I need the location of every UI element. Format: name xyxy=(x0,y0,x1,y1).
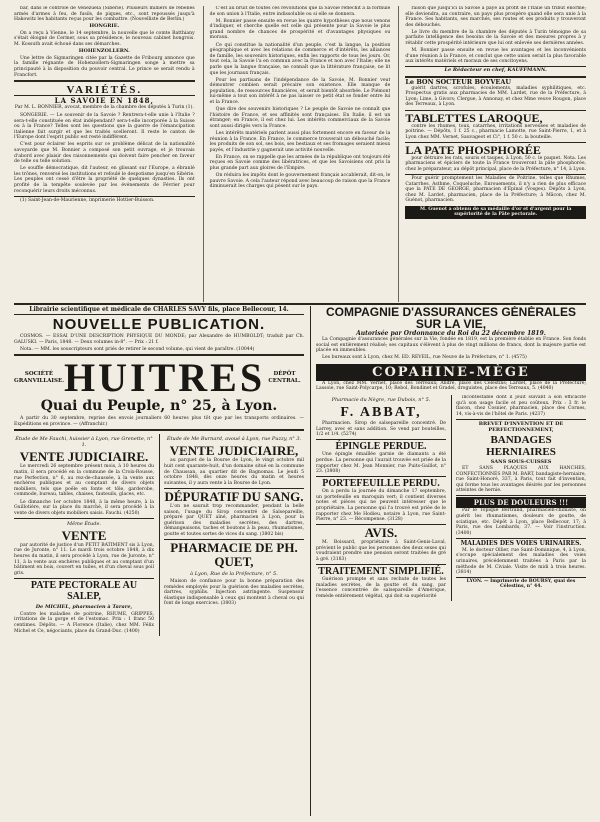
epingle-title: ÉPINGLE PERDUE. xyxy=(335,441,427,453)
societe-label: SOCIÉTÉ GRANVILLAISE. xyxy=(14,371,65,385)
divider xyxy=(14,518,154,519)
quai-sub xyxy=(14,416,304,427)
article-paragraph: M. Bonnier passe ensuite en revue les quatre hypothèses que nous venons d'indiquer, et cherche quelle est celle qui présente pour la Savoie le plus grand nombre de chances de prospérité et d'avantages physiques ou moraux. xyxy=(209,18,391,41)
bandages-sub: SANS SOUS-CUISSES xyxy=(490,458,552,465)
article-paragraph: C'est au bruit de toutes ces révolutions que la Savoie réfléchit à la formule de son union à l'Italie, entre indissoluble ou si elle se donnera. xyxy=(209,6,391,17)
ad-pate-title: LA PATE PHOSPHORÉE xyxy=(405,142,541,157)
portefeuille-text xyxy=(316,489,446,523)
traitement-paragraph: Guérison prompte et sans rechute de toutes les maladies secrètes, de la goutte et du sang, par l'essence concentrée de salsepareille d'Amérique, remède entièrement végétal, qui doit sa supériorité xyxy=(316,577,446,599)
abbat-text xyxy=(316,421,446,438)
assurances-paragraph: La Compagnie d'assurances générales sur la Vie, fondée en 1819, est la première établie en France. Son fonds social est entièrement réalisé; ses capitaux s'élèvent à plus de vingt millions de francs, dont la majeure partie est placée en immeubles. xyxy=(316,337,586,354)
savoie-paragraph: Le souffle démocratique, dit l'auteur, en glissant sur l'Europe, a ébranlé les trônes, renversé les institutions et refoulé le despotisme jusqu'en Sibérie. Les peuples ont cessé d'être la propriété de quelques dynasties. Ils ont profité de la tempête soulevée par les événements de Février pour reconquérir leurs droits méconnus. xyxy=(14,166,195,194)
pate-salep-sub: De MICHEL, pharmacien à Tarare, xyxy=(35,603,133,610)
editor-signature: Le Rédacteur en chef, KAUFFMANN. xyxy=(444,67,547,74)
divider xyxy=(405,174,586,175)
ad-bon-text: guérit dartres, scrofules, écoulements, maladies syphilitiques, etc. Prospectus gratis aux pharmacies de MM. Lardet, rue de la Préfecture, à Lyon; Lime, à Givors; Clergue, à Annonay, et chez Mme veuve Rougon, place des Terreaux, à Lyon. xyxy=(405,85,587,108)
bandages-title: BANDAGES HERNIAIRES xyxy=(486,433,556,458)
column-1 xyxy=(14,6,195,302)
urinaires-paragraph: M. le docteur Ollier, rue Saint-Dominique, 4, à Lyon, s'occupe spécialement des maladies des voies urinaires, précédemment traitées à Paris par la méthode de M. Civiale. Visite de midi à trois heures. (3814) xyxy=(456,547,586,576)
savoie-paragraph: C'est pour éclairer les esprits sur ce problème délicat de la nationalité savoyarde que M. Bonnier a composé son petit ouvrage, et je trouvais d'abord avec plaisir des raisonnements qui doivent faire pencher en faveur de telle ou telle solution. xyxy=(14,142,195,165)
nouvelle-publication: NOUVELLE PUBLICATION. xyxy=(52,316,266,333)
section-hongrie: HONGRIE. xyxy=(89,23,120,30)
ads-col-b xyxy=(159,434,304,635)
article-paragraph: M. Bonnier passe ensuite en revue les avantages et les inconvénients d'une réunion à la France, et conclut que cette union serait la plus favorable aux intérêts matériels et moraux de ses concitoyens. xyxy=(405,48,587,65)
hohenzollern-paragraph: Une lettre de Sigmaringen citée par la Gazette de Fribourg annonce que la famille régnante de Hohenzollern-Sigmaringen songe à mettre sa principauté à la disposition du pouvoir central. Le prince se serait rendu à Francfort. xyxy=(14,55,195,78)
savoie-byline: Par M. L. BONNIER, avocat, membre de la chambre des députés à Turin (1). xyxy=(14,105,194,111)
vente-title: VENTE xyxy=(61,527,107,543)
avis-paragraph: M. Boissard, propriétaire à Saint-Genis-Laval, prévient le public que les personnes des deux sexes qui voudraient prendre une pension seront traitées de gré à gré. (3183) xyxy=(316,540,446,563)
divider xyxy=(14,80,195,82)
column-2 xyxy=(203,6,391,302)
pate-salep-paragraph: Contre les maladies de poitrine, RHUME, GRIPPES, irritations de la gorge et de l'estomac. Prix : 1 franc 50 centimes. Dépôts. — A Florence (Italie), chez MM. Félix Michel et Ce, négociants, place du Grand-Duc. (1400) xyxy=(14,611,154,634)
ad-pate-text: Pour guérir promptement les Maladies de Poitrine, telles que Rhumes, Catarrhes, Asthme, Coqueluche, Enrouements, il n'y a rien de plus efficace que la PATE DE GEORGE, pharmacien d'Épinal (Vosges). Dépôts à Lyon, chez M. Lardet, pharmacien, place de la Préfecture; à Mâcon, chez M. Guénot, pharmacien. xyxy=(405,176,587,204)
intro-paragraph: bar, dans le contrôle de Venezuela (Sibérie). Plusieurs milliers de rebelles armés d'armes à feu, de fusils, de piques, etc., sont repoussés jusqu'à Hakowitz les habitants reçus pour les combattre. (Nouvelliste de Berlin.) xyxy=(14,6,195,23)
assurances-title: COMPAGNIE D'ASSURANCES GÉNÉRALES SUR LA VIE, xyxy=(326,306,576,331)
savoie-paragraph: SONGERIE. — Le souvenir de la Savoie ? Rentrera-t-elle unie à l'Italie ? sera-t-elle constituée en état indépendant? sera-t-elle incorporée à la Suisse ou à la France? Telles sont les questions que la guerre de l'émancipation italienne fait surgir et que les traités scelleront. Il reste le canton de l'Europe dont l'esprit public est resté indifférent. xyxy=(14,112,195,141)
divider xyxy=(14,314,304,315)
avis-title: AVIS. xyxy=(364,525,398,541)
divider xyxy=(316,564,446,565)
portefeuille-paragraph: On a perdu la journée du dimanche 17 septembre, un portefeuille en maroquin vert; il contient diverses notes et pièces qui ne peuvent intéresser que le propriétaire. La personne qui l'a trouvé est priée de le rapporter chez Me Hodieu, notaire à Lyon, rue Saint-Pierre, n° 23. — Récompense. (3128) xyxy=(316,489,446,523)
divider xyxy=(14,578,154,579)
assurances-paragraph: Les bureaux sont à Lyon, chez M. ED. REVEIL, rue Neuve de la Préfecture, n° 1. (4575) xyxy=(322,355,527,361)
ad-pate-note: M. Guenot a obtenu de sa médaille d'or et d'argent pour la supériorité de la Pâte pectorale. xyxy=(405,206,586,219)
footnote: (1) Saint-Jean-de-Maurienne, imprimerie Hottier-Buisson. xyxy=(20,197,155,203)
ads-right xyxy=(310,306,586,816)
divider xyxy=(14,196,195,197)
article-paragraph: raison que jusqu'ici la Savoie a payé au profit de l'Italie un tribut énorme; elle deviendra, au contraire, un pays plus prospère quand elle sera unie à la France. Ses habitants, ses marchés, ses routes et ses produits y trouveront des débouchés. xyxy=(405,6,587,28)
vente-judiciaire-text xyxy=(14,464,154,516)
huitres-title: HUITRES xyxy=(64,355,266,401)
incontestable-paragraph: incontestable dont il jouit suivant à son efficacité qu'à son usage facile et peu coûteux. Prix : 3 fr. le flacon, chez Cosnier, pharmacien, place des Cornes, 14, vis-à-vis de l'hôtel de Paris. (4237) xyxy=(456,395,586,417)
article-paragraph: Les intérêts matériels parlent aussi plus fortement encore en faveur de la réunion à la France. En France, le commerce trouverait un débouché facile; les produits de son sol, ses bois, ses bestiaux et ses fromages seraient mieux payés, et l'industrie y gagnerait une activité nouvelle. xyxy=(209,130,391,153)
vente-judiciaire-title: VENTE JUDICIAIRE, xyxy=(169,443,299,459)
pate-salep-title: PATE PECTORALE AU SALEP, xyxy=(30,579,138,602)
etude-burnard: Étude de Me Burnard, avoué à Lyon, rue Puzzy, n° 3. xyxy=(166,436,302,443)
bandages-paragraph: ET SANS PLAQUES AUX HANCHES, CONFECTIONNÉS PAR M. BART, bandagiste-herniaire, rue Saint-Honoré, 337, à Paris, tout fait d'invention, qui forme tous les avantages désirés par les personnes atteintes de hernie. xyxy=(456,465,586,494)
column-3 xyxy=(398,6,586,302)
divider xyxy=(456,495,586,496)
ads-col-c xyxy=(316,395,446,601)
divider xyxy=(316,476,446,477)
ads-two-col xyxy=(316,395,586,601)
cosmos-nota: Nota. — MM. les souscripteurs sont priés de retirer le second volume, qui vient de paraître. (10044) xyxy=(20,346,255,352)
pharmacie-quet-text xyxy=(164,579,304,607)
ad-tablettes-title: TABLETTES LAROQUE, xyxy=(405,110,543,125)
ad-tablettes-text: contre les rhumes, toux, catarrhes, irritations nerveuses et maladies de poitrine. — Dépôts, 1 f. 25 c., pharmacie Lamotte, rue Saint-Pierre, 1, et à Lyon chez MM. Vernet, Sauvageot et Ci°, 1 f. 50 c. la bouteille. xyxy=(405,123,587,140)
portefeuille-title: PORTEFEUILLE PERDU. xyxy=(322,478,440,490)
brevet-line: BREVET D'INVENTION ET DE PERFECTIONNEMENT, xyxy=(478,420,564,433)
depuratif-text xyxy=(164,504,304,538)
quai-sub-text: A partir du 30 septembre, reprise des envois journaliers 60 heures plus tôt que par les transports ordinaires. — Expéditions en province. — (Affranchir.) xyxy=(14,416,304,427)
vente-paragraph: Le mercredi 26 septembre présent mois, à 10 heures du matin, il sera procédé en la commune de la Croix-Rousse, rue Perfection, n° 6, au rez-de-chaussée, à la vente aux enchères publiques et au comptant de divers objets mobiliers, tels que poêle en fonte et tôle, garderobe, commode, bureau, tables, chaises, fauteuils, glaces, etc. xyxy=(14,464,154,498)
article-paragraph: En France, on se rappelle que les armées de la république ont toujours été reçues en Savoie comme des libératrices, et que les Savoisiens ont pris la plus grande part aux gloires de l'Empire. xyxy=(209,154,391,172)
ads-col-a xyxy=(14,434,154,635)
pharmacie-quet-title: PHARMACIE DE PH. QUET, xyxy=(170,540,298,569)
advertisements xyxy=(14,306,586,816)
vente-paragraph: par autorité de justice d'un PETIT BATIMENT sis à Lyon, rue de Juronte, n° 11. Le mardi trois octobre 1848, à dix heures du matin, il sera procédé à Lyon, rue de Juronte, n° 11, à la vente aux enchères publiques et au comptant d'un bâtiment en bois, couvert en tuiles, et d'un cheval sous poil gris. xyxy=(14,542,154,576)
vente-judiciaire-text xyxy=(164,458,304,486)
cosmos-text xyxy=(14,334,304,352)
ads-col-d xyxy=(451,395,586,601)
hongrie-paragraph: On a reçu à Vienne, le 14 septembre, la nouvelle que le comte Batthiany s'était éloigné de Cermer, sous sa présidence, le nouveau cabinet hongrois. M. Kossuth avait échoué dans ses démarches. xyxy=(14,30,195,48)
assurances-text xyxy=(316,337,586,361)
traitement-text xyxy=(316,577,446,599)
copahine-paragraph: A Lyon, chez MM. Vernet, place des Terreaux; André, place des Célestins; Lardet, place de la Préfecture; Lassoie, rue Saint-Polycarpe, 10; Rebol, Bondinet et Gradel, droguistes, place des Terreaux, 5. (4040) xyxy=(316,380,586,392)
divider xyxy=(456,538,586,539)
article-paragraph: On réduira les impôts dont le gouvernement français accablerait, dit-on, le pauvre Savoie. A cela l'auteur répond avec beaucoup de raison que la France diminuerait les charges qui pèsent sur le pays. xyxy=(209,173,391,190)
ads-two-col xyxy=(14,434,304,635)
abbat-sup: Pharmacie du Nègre, rue Dubois, n° 5. xyxy=(331,397,431,404)
depuratif-paragraph: L'on ne saurait trop recommander, pendant la belle saison, l'usage du Sirop concentré de Salsepareille, préparé par QUET aîné, pharmacien à Lyon, pour la guérison des maladies secrètes, des dartres, démangeaisons, taches et boutons à la peau, rhumatismes, goutte et toutes sortes de vices du sang. (3802 bis) xyxy=(164,503,304,537)
article-paragraph: Le livre du membre de la chambre des députés à Turin témoigne de sa parfaite intelligence des besoins de la Savoie et des mesures propres à y rétablir cette prospérité intérieure que lui ont enlevée ses dernières années. xyxy=(405,29,587,47)
vente-paragraph: au parquet de la Bourse de Lyon, le vingt octobre mil huit cent quarante-huit, d'un domaine situé en la commune de Chaussan, au quartier dit de Bagnomas. Le jeudi 5 octobre 1848, dès onze heures du matin et heures suivantes, il y aura vente à la Bourse de Lyon. xyxy=(164,458,304,486)
bandages-text xyxy=(456,466,586,494)
traitement-title: TRAITEMENT SIMPLIFIÉ. xyxy=(318,566,444,578)
imprimerie-line: LYON. — Imprimerie de BOURSY, quai des Célestins, n° 44. xyxy=(466,579,576,590)
vente-text xyxy=(14,543,154,577)
meme-etude: Même Étude. xyxy=(67,520,101,527)
epingle-text xyxy=(316,452,446,474)
pharmacie-quet-sub: à Lyon, Rue de la Préfecture, n° 5. xyxy=(190,571,278,577)
urinaires-title: MALADIES DES VOIES URINAIRES. xyxy=(460,539,582,547)
copahine-title: COPAHINE-MÈGE xyxy=(316,364,586,381)
plus-douleurs-title: PLUS DE DOULEURS !!! xyxy=(456,497,586,508)
librairie-line: Librairie scientifique et médicale de CHARLES SAVY fils, place Bellecour, 14. xyxy=(29,306,289,313)
etude-fauchi: Étude de Me Fauchi, huissier à Lyon, rue Grenette, n° 1. xyxy=(15,436,153,449)
news-columns xyxy=(14,6,586,302)
abbat-paragraph: Pharmacien. Sirop de salsepareille concentré. De Larrey, avec et sans addition. Se vend par bouteilles, 1/2 et 1/4. (5274) xyxy=(316,421,446,438)
vente-judiciaire-title: VENTE JUDICIAIRE. xyxy=(19,449,149,465)
vente-paragraph: Le dimanche 1er octobre 1848, à la même heure, à la Guillotière, sur la place du marché, il sera procédé à la vente de divers objets mobiliers saisis. Fauchi. (4250) xyxy=(14,499,154,516)
incontestable-text xyxy=(456,395,586,417)
assurances-sub: Autorisée par Ordonnance du Roi du 22 décembre 1819. xyxy=(356,330,546,337)
article-paragraph: Ce qui constitue la nationalité d'un peuple, c'est la langue, la position géographique et avec les relations de commerce et d'intérêts, les alliances de famille, les souvenirs historiques, enfin les rapports de tous les jours. Or, tout cela, la Savoie l'a en commun avec la France et non avec l'Italie; elle ne parle que la langue française, ne connaît que la littérature française, ne lit que les journaux français. xyxy=(209,42,391,76)
plus-douleurs-paragraph: Par le Topique Bertrand, pharmacien-chimiste, on guérit les rhumatismes, douleurs de goutte, de sciatique, etc. Dépôt à Lyon, place Bellecour, 17; à Paris, rue des Lombards, 37. — Voir l'instruction. (3400) xyxy=(456,508,586,536)
quai-address: Quai du Peuple, n° 25, à Lyon. xyxy=(40,398,278,415)
divider xyxy=(456,419,586,420)
divider xyxy=(14,429,304,431)
huitres-ad xyxy=(14,355,304,401)
pharmacie-paragraph: Maison de confiance pour la bonne préparation des remèdes employés pour la guérison des maladies secrètes, dartres, syphilis. Injection astringente. Suspensoir élastique indispensable à ceux qui montent à cheval ou qui font de longs exercices. (3803) xyxy=(164,579,304,607)
abbat-title: F. ABBAT, xyxy=(340,405,422,421)
urinaires-text xyxy=(456,548,586,576)
section-divider xyxy=(14,303,586,305)
varietes-heading: VARIÉTÉS. xyxy=(66,84,143,97)
ads-left xyxy=(14,306,304,816)
article-paragraph: Que dire des souvenirs historiques ? Le peuple de Savoie ne connaît que l'histoire de France, et ses affinités sont françaises. En Italie, il est un étranger; en France, il est chez lui. Les intérêts commerciaux de la Savoie sont aussi dirigés vers la France. xyxy=(209,107,391,129)
ad-bon-title: Le BON SOCTEUR BOYVEAU xyxy=(405,78,512,87)
depot-label: DÉPÔT CENTRAL. xyxy=(268,371,301,385)
depuratif-title: DÉPURATIF DU SANG. xyxy=(164,488,304,504)
pate-salep-text xyxy=(14,612,154,634)
copahine-text xyxy=(316,381,586,392)
article-paragraph: Pour les partisans de l'indépendance de la Savoie, M. Bonnier veut démontrer combien serait précaire son existence. Elle manque de population, de ressources financières, et serait bientôt absorbée. Le Piémont lui-même a tout son intérêt à ne pas laisser ce petit état se fonder entre lui et la France. xyxy=(209,77,391,105)
avis-text xyxy=(316,540,446,562)
epingle-paragraph: Une épingle émaillée garnie de diamants a été perdue. La personne qui l'aurait trouvée est priée de la rapporter chez M. Jean Monnier, rue Puits-Gaillot, n° 23. (3808) xyxy=(316,452,446,475)
savoie-title: LA SAVOIE EN 1848, xyxy=(54,95,154,105)
cosmos-line: COSMOS. — ESSAI D'UNE DESCRIPTION PHYSIQUE DU MONDE; par Alexandre de HUMBOLDT; traduit par Ch. GALUSKI. — Paris, 1848. — Deux volumes in-8°. — Prix : 21 f. xyxy=(14,334,304,345)
section-hohenzollern: HOHENZOLLERN. xyxy=(78,48,130,55)
plus-douleurs-text xyxy=(456,508,586,536)
ad-pate-text: pour détruire les rats, souris et taupes, à Lyon, 50 c. le paquet. Nota. Les pharmaciens et épiciers de toute la France trouveront la pâte phosphorée, chez le préparateur, au dépôt principal, place de la Préfecture, n° 14, à Lyon. xyxy=(405,155,587,172)
